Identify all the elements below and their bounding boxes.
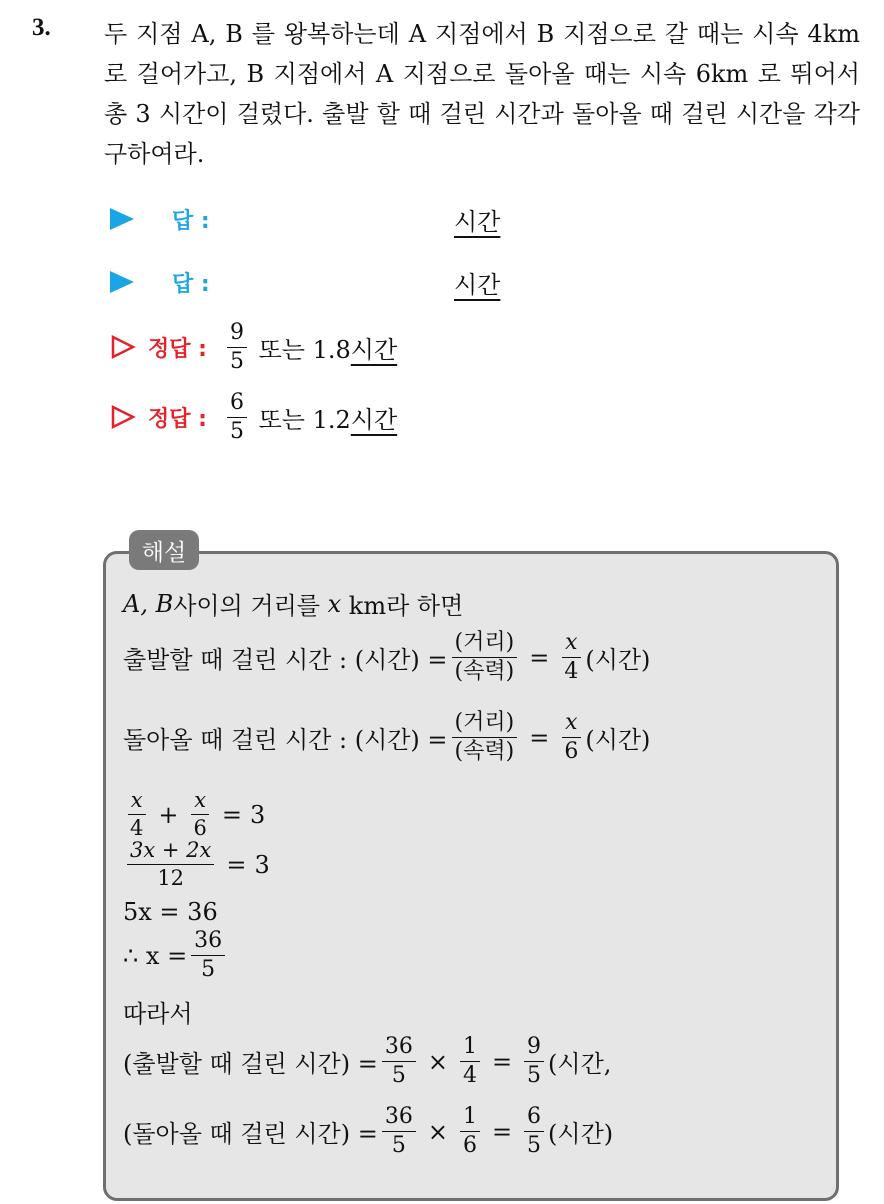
explanation-line-2: 출발할 때 걸린 시간 : (시간) = $\frac{\text{(거리)}}{\text{(속력)}}$ = $\frac{x}{4}$ (시간) (123, 630, 651, 684)
fraction: $\frac{6}{5}$ (227, 392, 247, 443)
fraction: $\frac{\text{(거리)}}{\text{(속력)}}$ (452, 632, 518, 683)
answer-row-1 (110, 199, 210, 239)
correct-text: 또는 1.2 (250, 405, 351, 434)
fraction: $\frac{x}{4}$ (127, 790, 146, 839)
play-triangle-icon (110, 208, 134, 230)
answer-label: 답 : (172, 271, 210, 297)
correct-text: 또는 1.8 (250, 335, 351, 364)
explanation-line-8: 따라서 (123, 1000, 193, 1028)
outline-triangle-icon (110, 404, 136, 430)
correct-label: 정답 : (148, 336, 207, 362)
fraction: $\frac{9}{5}$ (524, 1036, 544, 1087)
answer-unit: 시간 (454, 208, 501, 236)
outline-triangle-icon (110, 334, 136, 360)
fraction: $\frac{3x + 2x}{12}$ (127, 840, 214, 889)
fraction: $\frac{\text{(거리)}}{\text{(속력)}}$ (452, 712, 518, 763)
explanation-line-9: (출발할 때 걸린 시간) = $\frac{36}{5}$ × $\frac{1}{4}$ = $\frac{9}{5}$ (시간, (123, 1034, 612, 1088)
explanation-line-7: ∴ x = $\frac{36}{5}$ (123, 930, 229, 981)
fraction: $\frac{1}{6}$ (460, 1106, 480, 1157)
explanation-line-1: A, B 사이의 거리를 x km라 하면 (123, 589, 464, 620)
correct-answer-row-1 (110, 319, 398, 374)
fraction: $\frac{36}{5}$ (382, 1106, 416, 1157)
question-text: 두 지점 A, B 를 왕복하는데 A 지점에서 B 지점으로 갈 때는 시속 4km 로 걸어가고, B 지점에서 A 지점으로 돌아올 때는 시속 6km 로 뛰어서 총 3 시간이 걸렸다. 출발 할 때 걸린 시간과 돌아올 때 걸린 시간을 각각 구하여라. (104, 20, 860, 168)
question-number: 3. (32, 14, 51, 41)
correct-label: 정답 : (148, 406, 207, 432)
fraction: $\frac{x}{4}$ (561, 632, 581, 683)
explanation-line-10: (돌아올 때 걸린 시간) = $\frac{36}{5}$ × $\frac{1}{6}$ = $\frac{6}{5}$ (시간) (123, 1104, 614, 1158)
correct-answer-row-2 (110, 389, 398, 444)
explanation-line-6: 5x = 36 (123, 898, 218, 926)
fraction: $\frac{6}{5}$ (524, 1106, 544, 1157)
answer-row-2 (110, 262, 210, 302)
explanation-tab: 해설 (129, 530, 199, 570)
fraction: $\frac{1}{4}$ (460, 1036, 480, 1087)
play-triangle-icon (110, 271, 134, 293)
fraction: $\frac{x}{6}$ (190, 790, 209, 839)
fraction: $\frac{36}{5}$ (191, 930, 225, 981)
answer-unit: 시간 (454, 271, 501, 299)
explanation-line-5: $\frac{3x + 2x}{12}$ = 3 (123, 840, 270, 889)
fraction: $\frac{x}{6}$ (561, 712, 581, 763)
answer-label: 답 : (172, 208, 210, 234)
explanation-line-3: 돌아올 때 걸린 시간 : (시간) = $\frac{\text{(거리)}}{\text{(속력)}}$ = $\frac{x}{6}$ (시간) (123, 710, 651, 764)
fraction: $\frac{36}{5}$ (382, 1036, 416, 1087)
explanation-line-4: $\frac{x}{4}$ + $\frac{x}{6}$ = 3 (123, 790, 265, 839)
fraction: $\frac{9}{5}$ (227, 322, 247, 373)
correct-unit: 시간 (350, 405, 398, 434)
correct-unit: 시간 (350, 335, 398, 364)
